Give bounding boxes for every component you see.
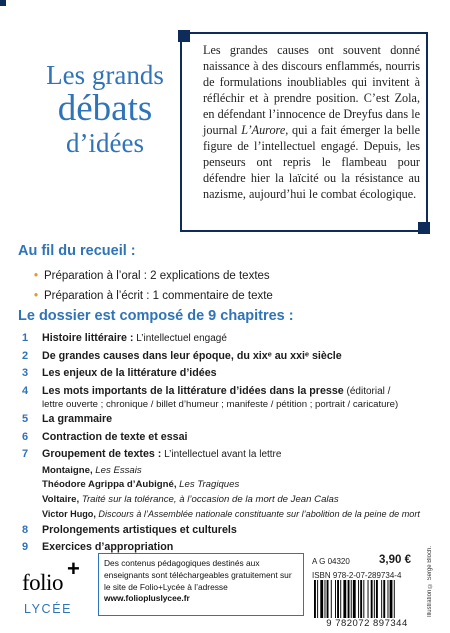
logo-lycee: LYCÉE: [24, 602, 73, 616]
price-code: A G 04320: [312, 557, 350, 566]
recueil-list: [34, 266, 444, 306]
chapter-item: 4 Les mots importants de la littérature d’idées dans la presse (éditorial / lettre ouverte ; chronique / billet d’humeur ; manifeste / pétition ; portrait / caricature): [22, 384, 399, 410]
price-amount: 3,90 €: [379, 554, 411, 566]
resources-url[interactable]: www.foliopluslycee.fr: [104, 593, 190, 604]
list-item: Théodore Agrippa d’Aubigné, Les Tragiques: [42, 479, 240, 490]
title-line-1: Les grands: [46, 60, 164, 90]
list-item: Montaigne, Les Essais: [42, 464, 142, 476]
chapter-item: 1 Histoire littéraire : L’intellectuel engagé: [22, 332, 227, 344]
recueil-heading: Au fil du recueil :: [18, 243, 136, 259]
teacher-resources-box: [98, 553, 304, 616]
chapter-item: 2 De grandes causes dans leur époque, du xixᵉ au xxiᵉ siècle: [22, 349, 342, 362]
bullet-icon: •: [34, 290, 39, 302]
illustration-credit: Illustration © Serge Bloch.: [427, 546, 433, 618]
logo-folio: folio: [22, 570, 63, 595]
chapter-item: 9 Exercices d’appropriation: [22, 541, 174, 553]
dossier-heading: Le dossier est composé de 9 chapitres :: [18, 308, 294, 324]
list-item: • Préparation à l’oral : 2 explications de textes: [44, 266, 444, 286]
list-item: • Préparation à l’écrit : 1 commentaire de texte: [44, 286, 444, 306]
chapter-item: 7 Groupement de textes : L’intellectuel avant la lettre Montaigne, Les Essais Théodore Agrippa d’Aubigné, Les Tragiques Voltaire, Traité sur la tolérance, à l’occasion de la mort de Jean Calas Victor Hugo, Discours à l’Assemblée nationale constituante sur l’abolition de la peine de mort: [22, 446, 437, 522]
corner-mark: [0, 0, 6, 6]
chapter-list: [22, 330, 437, 557]
folio-lycee-logo: [22, 556, 88, 630]
chapter-item: 3 Les enjeux de la littérature d’idées: [22, 367, 217, 379]
barcode-icon: [312, 580, 422, 622]
list-item: Voltaire, Traité sur la tolérance, à l’occasion de la mort de Jean Calas: [42, 493, 339, 505]
resources-text: Des contenus pédagogiques destinés aux enseignants sont téléchargeables gratuitement sur le site de Folio+Lycée à l’adresse: [104, 558, 292, 592]
bullet-icon: •: [34, 270, 39, 282]
blurb-newspaper: L’Aurore: [241, 123, 286, 137]
blurb-text: Les grandes causes ont souvent donné naissance à des discours enflammés, nourris de formulations inoubliables qui invitent à réfléchir et à prendre position. C’est Zola, en défendant l’innocence de Dreyfus dans le journal L’Aurore, qui a fait émerger la belle figure de l’intellectuel engagé. Depuis, les penseurs ont repris le flambeau pour défendre hier la laïcité ou la résistance au nazisme, aujourd’hui le combat écologique.: [203, 43, 420, 201]
barcode-digits: 9 782072 897344: [326, 618, 408, 629]
logo-plus: +: [67, 556, 80, 581]
title-line-3: d’idées: [66, 128, 144, 158]
title-line-2: débats: [57, 88, 153, 129]
chapter-item: 5 La grammaire: [22, 413, 113, 425]
chapter-item: 8 Prolongements artistiques et culturels: [22, 523, 237, 536]
groupement-list: [42, 464, 437, 522]
frame-corner-top-left: [178, 30, 190, 42]
frame-corner-bottom-right: [418, 222, 430, 234]
list-item: Victor Hugo, Discours à l’Assemblée nationale constituante sur l’abolition de la peine de mort: [42, 509, 420, 519]
chapter-item: 6 Contraction de texte et essai: [22, 430, 188, 443]
book-title: [25, 60, 185, 158]
isbn: ISBN 978-2-07-289734-4: [312, 571, 402, 580]
